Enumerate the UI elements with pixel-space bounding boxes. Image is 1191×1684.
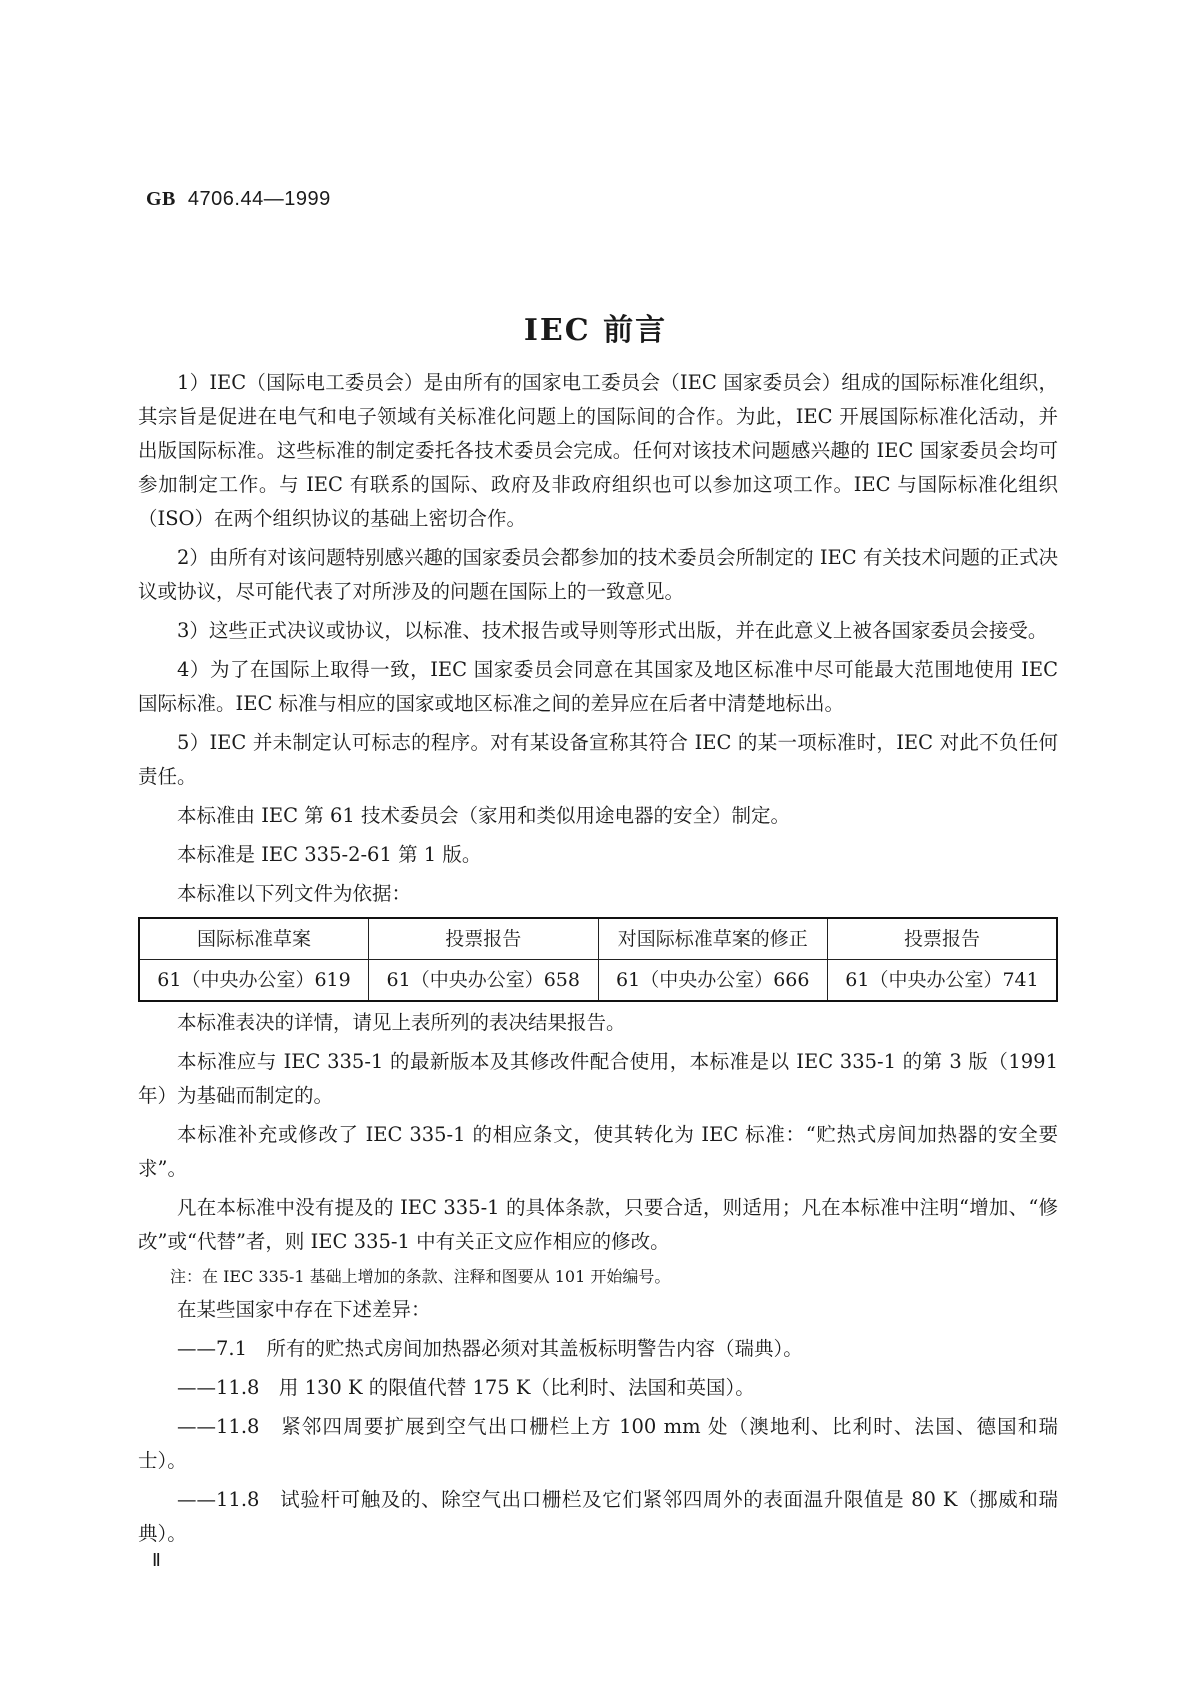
paragraph-1: 1）IEC（国际电工委员会）是由所有的国家电工委员会（IEC 国家委员会）组成的国际标准化组织，其宗旨是促进在电气和电子领域有关标准化问题上的国际间的合作。为此，IEC 开展国际标准化活动，并出版国际标准。这些标准的制定委托各技术委员会完成。任何对该技术问题感兴趣的 IEC 国家委员会均可参加制定工作。与 IEC 有联系的国际、政府及非政府组织也可以参加这项工作。IEC 与国际标准化组织（ISO）在两个组织协议的基础上密切合作。 xyxy=(138,371,1058,530)
paragraph-voting-details: 本标准表决的详情，请见上表所列的表决结果报告。 xyxy=(177,1011,626,1034)
paragraph-applicability: 凡在本标准中没有提及的 IEC 335-1 的具体条款，只要合适，则适用；凡在本标准中注明“增加、“修改”或“代替”者，则 IEC 335-1 中有关正文应作相应的修改。 xyxy=(138,1196,1058,1253)
table-cell: 61（中央办公室）658 xyxy=(369,960,599,1002)
page-title: IEC 前言 xyxy=(523,313,668,348)
table-header-cell: 投票报告 xyxy=(369,918,599,960)
table-header-cell: 国际标准草案 xyxy=(139,918,369,960)
differences-intro: 在某些国家中存在下述差异： xyxy=(177,1298,431,1321)
basis-documents-table xyxy=(138,917,1058,1002)
page-number: Ⅱ xyxy=(152,1550,161,1570)
paragraph-5: 5）IEC 并未制定认可标志的程序。对有某设备宣称其符合 IEC 的某一项标准时，IEC 对此不负任何责任。 xyxy=(138,731,1058,788)
difference-item: ——11.8 用 130 K 的限值代替 175 K（比利时、法国和英国）。 xyxy=(177,1376,755,1399)
table-cell: 61（中央办公室）741 xyxy=(828,960,1058,1002)
paragraph-2: 2）由所有对该问题特别感兴趣的国家委员会都参加的技术委员会所制定的 IEC 有关技术问题的正式决议或协议，尽可能代表了对所涉及的问题在国际上的一致意见。 xyxy=(138,546,1058,603)
paragraph-usage: 本标准应与 IEC 335-1 的最新版本及其修改件配合使用，本标准是以 IEC 335-1 的第 3 版（1991 年）为基础而制定的。 xyxy=(138,1050,1058,1107)
document-body xyxy=(138,366,1058,1556)
paragraph-committee: 本标准由 IEC 第 61 技术委员会（家用和类似用途电器的安全）制定。 xyxy=(177,804,790,827)
table-cell: 61（中央办公室）666 xyxy=(598,960,828,1002)
table-header-row xyxy=(139,918,1057,960)
table-header-cell: 对国际标准草案的修正 xyxy=(598,918,828,960)
standard-number: 4706.44—1999 xyxy=(187,188,331,210)
table-row xyxy=(139,960,1057,1002)
paragraph-3: 3）这些正式决议或协议，以标准、技术报告或导则等形式出版，并在此意义上被各国家委员会接受。 xyxy=(177,619,1048,642)
difference-item: ——11.8 紧邻四周要扩展到空气出口栅栏上方 100 mm 处（澳地利、比利时、法国、德国和瑞士）。 xyxy=(138,1415,1058,1472)
numbering-note: 注：在 IEC 335-1 基础上增加的条款、注释和图要从 101 开始编号。 xyxy=(170,1267,671,1286)
standard-prefix: GB xyxy=(146,188,176,210)
difference-item: ——7.1 所有的贮热式房间加热器必须对其盖板标明警告内容（瑞典）。 xyxy=(177,1337,803,1360)
paragraph-edition: 本标准是 IEC 335-2-61 第 1 版。 xyxy=(177,843,482,866)
paragraph-4: 4）为了在国际上取得一致，IEC 国家委员会同意在其国家及地区标准中尽可能最大范围地使用 IEC 国际标准。IEC 标准与相应的国家或地区标准之间的差异应在后者中清楚地标出。 xyxy=(138,658,1058,715)
table-cell: 61（中央办公室）619 xyxy=(139,960,369,1002)
difference-item: ——11.8 试验杆可触及的、除空气出口栅栏及它们紧邻四周外的表面温升限值是 80 K（挪威和瑞典）。 xyxy=(138,1488,1058,1545)
document-header xyxy=(146,188,331,211)
table-header-cell: 投票报告 xyxy=(828,918,1058,960)
paragraph-supplement: 本标准补充或修改了 IEC 335-1 的相应条文，使其转化为 IEC 标准：“贮热式房间加热器的安全要求”。 xyxy=(138,1123,1058,1180)
paragraph-basis: 本标准以下列文件为依据： xyxy=(177,882,412,905)
